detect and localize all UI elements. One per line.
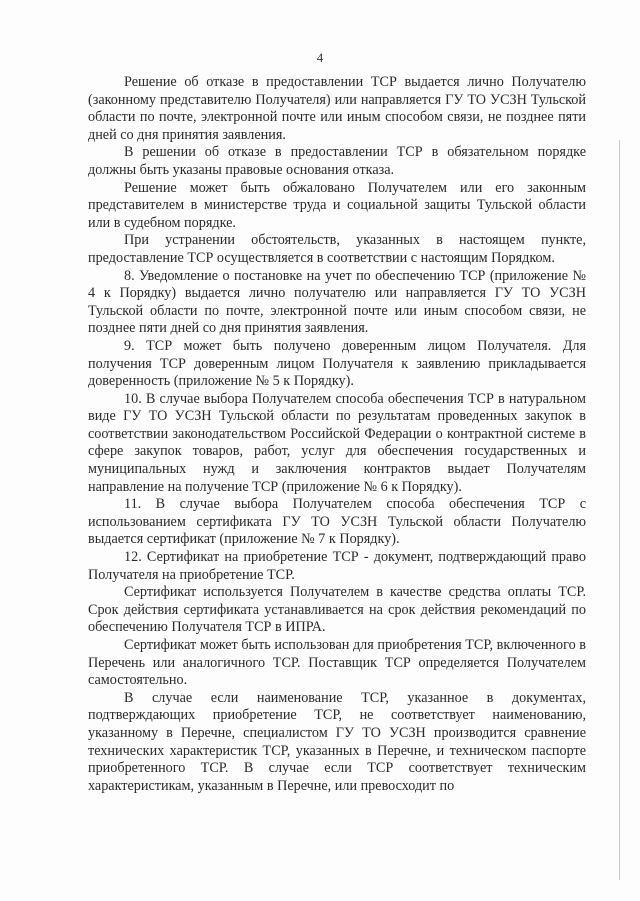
page-edge-line bbox=[619, 140, 620, 880]
paragraph-item-12: 12. Сертификат на приобретение ТСР - документ, подтверждающий право Получателя на приобретение ТСР. bbox=[88, 549, 586, 583]
page-number: 4 bbox=[316, 50, 324, 65]
paragraph-name-mismatch: В случае если наименование ТСР, указанное в документах, подтверждающих приобретение ТСР, не соответствует наименованию, указанному в Перечне, специалистом ГУ ТО УСЗН производится сравнение технических характеристик ТСР, указанных в Перечне, и техническом паспорте приобретенного ТСР. В случае если ТСР соответствует техническим характеристикам, указанным в Перечне, или превосходит по bbox=[88, 689, 586, 794]
paragraph-refusal-grounds: В решении об отказе в предоставлении ТСР в обязательном порядке должны быть указаны правовые основания отказа. bbox=[88, 144, 586, 178]
paragraph-certificate-usage: Сертификат используется Получателем в качестве средства оплаты ТСР. Срок действия сертификата устанавливается на срок действия рекомендаций по обеспечению Получателя ТСР в ИПРА. bbox=[88, 584, 586, 636]
paragraph-item-8: 8. Уведомление о постановке на учет по обеспечению ТСР (приложение № 4 к Порядку) выдается лично получателю или направляется ГУ ТО УСЗН Тульской области по почте, электронной почте или иным способом связи, не позднее пяти дней со дня принятия заявления. bbox=[88, 267, 586, 337]
paragraph-certificate-purchase: Сертификат может быть использован для приобретения ТСР, включенного в Перечень или аналогичного ТСР. Поставщик ТСР определяется Получателем самостоятельно. bbox=[88, 637, 586, 689]
paragraph-item-9: 9. ТСР может быть получено доверенным лицом Получателя. Для получения ТСР доверенным лицом Получателя к заявлению прикладывается доверенность (приложение № 5 к Порядку). bbox=[88, 337, 586, 390]
paragraph-item-10: 10. В случае выбора Получателем способа обеспечения ТСР в натуральном виде ГУ ТО УСЗН Тульской области по результатам проведенных закупок в соответствии законодательством Российской Федерации о контрактной системе в сфере закупок товаров, работ, услуг для обеспечения государственных и муниципальных нужд и заключения контрактов выдает Получателям направление на получение ТСР (приложение № 6 к Порядку). bbox=[88, 390, 586, 495]
document-body bbox=[88, 74, 586, 795]
paragraph-appeal: Решение может быть обжаловано Получателем или его законным представителем в министерстве труда и социальной защиты Тульской области или в судебном порядке. bbox=[88, 179, 586, 231]
paragraph-refusal-delivery: Решение об отказе в предоставлении ТСР выдается лично Получателю (законному представителю Получателя) или направляется ГУ ТО УСЗН Тульской области по почте, электронной почте или иным способом связи, не позднее пяти дней со дня принятия заявления. bbox=[88, 74, 586, 143]
paragraph-circumstances-removed: При устранении обстоятельств, указанных в настоящем пункте, предоставление ТСР осуществляется в соответствии с настоящим Порядком. bbox=[88, 232, 586, 266]
paragraph-item-11: 11. В случае выбора Получателем способа обеспечения ТСР с использованием сертификата ГУ ТО УСЗН Тульской области Получателю выдается сертификат (приложение № 7 к Порядку). bbox=[88, 496, 586, 548]
